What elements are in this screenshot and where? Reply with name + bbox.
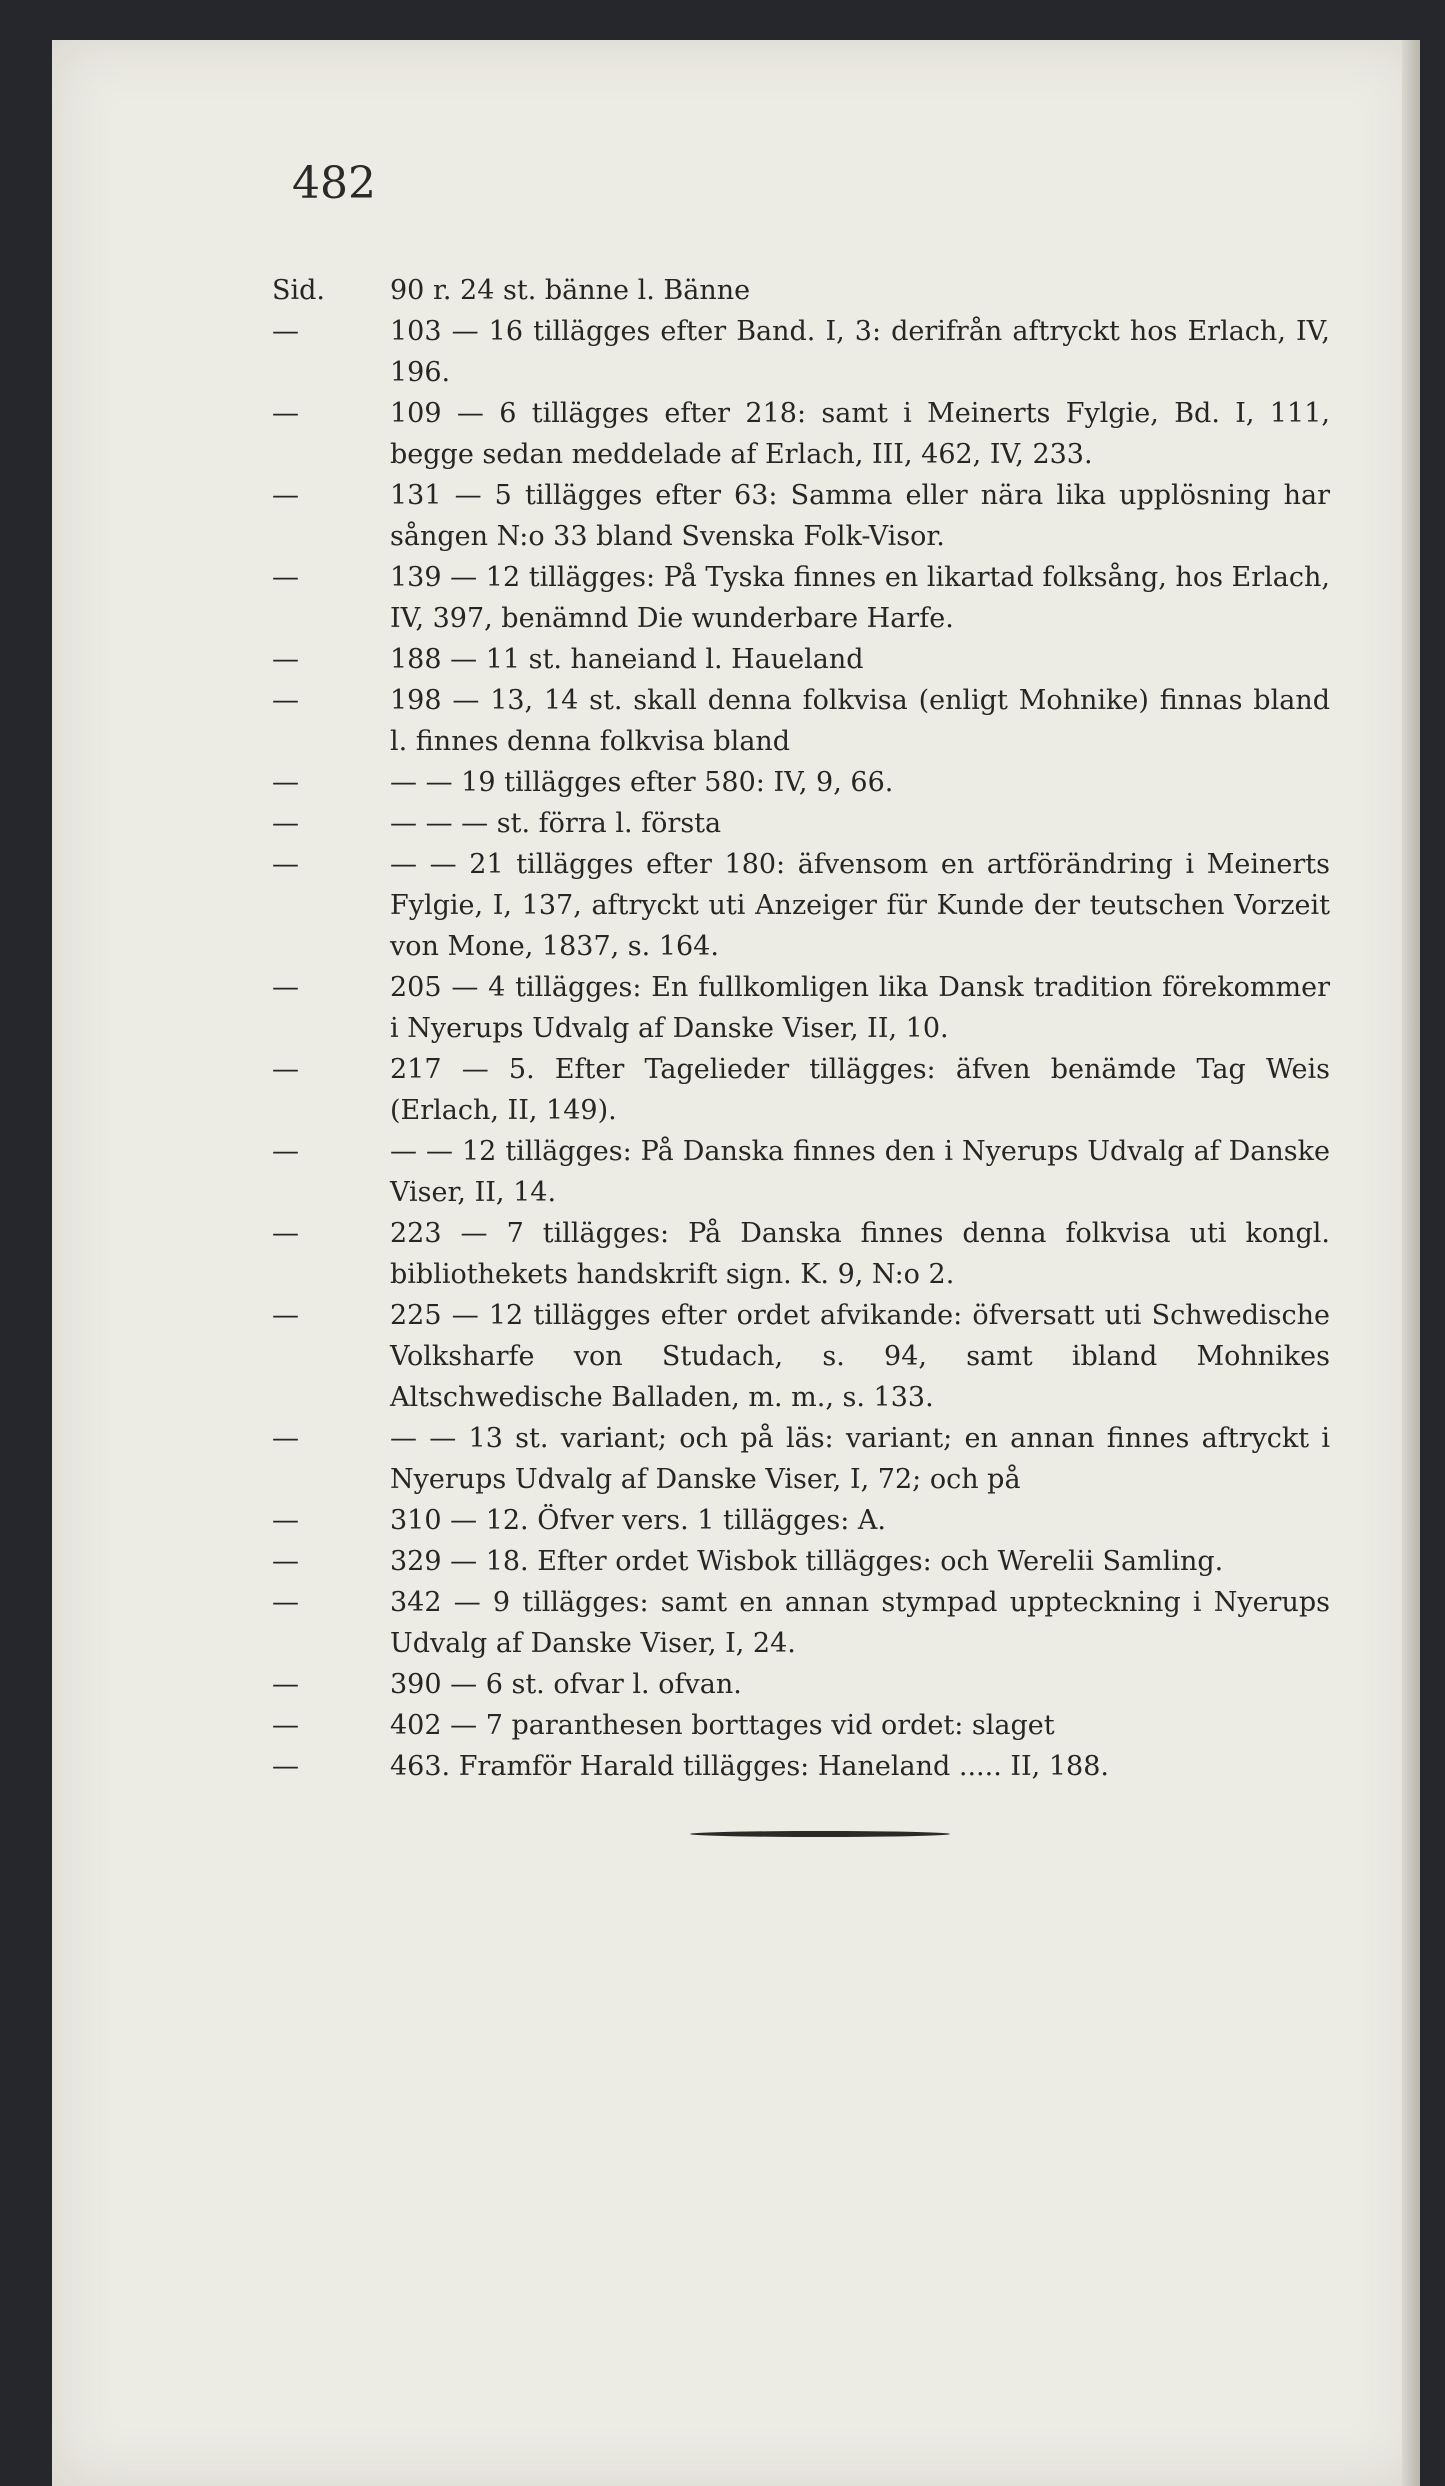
entry-text: 329 — 18. Efter ordet Wisbok tillägges: och Werelii Samling. [390,1546,1224,1577]
errata-entry [272,762,1330,803]
errata-entry [272,1664,1330,1705]
entry-mark: — [272,480,299,511]
entry-text: 90 r. 24 st. bänne l. Bänne [390,275,751,306]
errata-entry [272,1295,1330,1418]
entry-text: 205 — 4 tillägges: En fullkomligen lika Dansk tradition förekommer i Nyerups Udvalg af Danske Viser, II, 10. [390,972,1330,1044]
entry-text: 223 — 7 tillägges: På Danska finnes denna folkvisa uti kongl. bibliothekets handskrift sign. K. 9, N:o 2. [390,1218,1330,1290]
entry-mark: Sid. [272,275,325,306]
entry-text: 390 — 6 st. ofvar l. ofvan. [390,1669,742,1700]
errata-entry [272,1541,1330,1582]
entry-mark: — [272,972,299,1003]
errata-entry [272,311,1330,393]
errata-list [272,270,1330,1837]
entry-mark: — [272,849,299,880]
entry-text: — — 12 tillägges: På Danska finnes den i Nyerups Udvalg af Danske Viser, II, 14. [390,1136,1330,1208]
errata-entry [272,680,1330,762]
entry-text: — — — st. förra l. första [390,808,722,839]
entry-mark: — [272,1423,299,1454]
errata-entry [272,803,1330,844]
errata-entry [272,639,1330,680]
entry-text: 188 — 11 st. haneiand l. Haueland [390,644,864,675]
closing-rule [690,1831,950,1837]
entry-mark: — [272,808,299,839]
errata-entry [272,1213,1330,1295]
entry-text: — — 19 tillägges efter 580: IV, 9, 66. [390,767,894,798]
entry-text: 139 — 12 tillägges: På Tyska finnes en likartad folksång, hos Erlach, IV, 397, benämnd Die wunderbare Harfe. [390,562,1330,634]
errata-entry [272,1131,1330,1213]
entry-text: 103 — 16 tillägges efter Band. I, 3: derifrån aftryckt hos Erlach, IV, 196. [390,316,1330,388]
entry-mark: — [272,1710,299,1741]
errata-entry [272,1705,1330,1746]
entry-text: 131 — 5 tillägges efter 63: Samma eller nära lika upplösning har sången N:o 33 bland Svenska Folk-Visor. [390,480,1330,552]
entry-mark: — [272,644,299,675]
entry-mark: — [272,685,299,716]
errata-entry [272,1746,1330,1787]
entry-mark: — [272,316,299,347]
errata-entry [272,1418,1330,1500]
entry-mark: — [272,1587,299,1618]
entry-text: 310 — 12. Öfver vers. 1 tillägges: A. [390,1505,887,1536]
entry-mark: — [272,1300,299,1331]
entry-mark: — [272,1218,299,1249]
entry-text: — — 13 st. variant; och på läs: variant; en annan finnes aftryckt i Nyerups Udvalg af Danske Viser, I, 72; och på [390,1423,1330,1495]
errata-entry [272,1049,1330,1131]
errata-entry [272,270,1330,311]
entry-mark: — [272,767,299,798]
entry-text: 109 — 6 tillägges efter 218: samt i Meinerts Fylgie, Bd. I, 111, begge sedan meddelade af Erlach, III, 462, IV, 233. [390,398,1330,470]
errata-entry [272,967,1330,1049]
entry-text: 217 — 5. Efter Tagelieder tillägges: äfven benämde Tag Weis (Erlach, II, 149). [390,1054,1330,1126]
entry-text: — — 21 tillägges efter 180: äfvensom en artförändring i Meinerts Fylgie, I, 137, aftryckt uti Anzeiger für Kunde der teutschen Vorzeit von Mone, 1837, s. 164. [390,849,1330,962]
errata-entry [272,557,1330,639]
entry-text: 463. Framför Harald tillägges: Haneland ..... II, 188. [390,1751,1109,1782]
entry-mark: — [272,1054,299,1085]
entry-text: 402 — 7 paranthesen borttages vid ordet: slaget [390,1710,1055,1741]
page-spine-edge [1402,40,1420,2486]
entry-mark: — [272,1136,299,1167]
entry-mark: — [272,562,299,593]
entry-mark: — [272,1505,299,1536]
entry-mark: — [272,1546,299,1577]
errata-entry [272,844,1330,967]
entry-mark: — [272,398,299,429]
entry-mark: — [272,1751,299,1782]
entry-mark: — [272,1669,299,1700]
errata-entry [272,475,1330,557]
errata-entry [272,393,1330,475]
entry-text: 198 — 13, 14 st. skall denna folkvisa (enligt Mohnike) finnas bland l. finnes denna folkvisa bland [390,685,1330,757]
entry-text: 342 — 9 tillägges: samt en annan stympad uppteckning i Nyerups Udvalg af Danske Viser, I, 24. [390,1587,1330,1659]
errata-entry [272,1582,1330,1664]
page-number: 482 [292,158,376,209]
errata-entry [272,1500,1330,1541]
entry-text: 225 — 12 tillägges efter ordet afvikande: öfversatt uti Schwedische Volksharfe von Studach, s. 94, samt ibland Mohnikes Altschwedische Balladen, m. m., s. 133. [390,1300,1330,1413]
